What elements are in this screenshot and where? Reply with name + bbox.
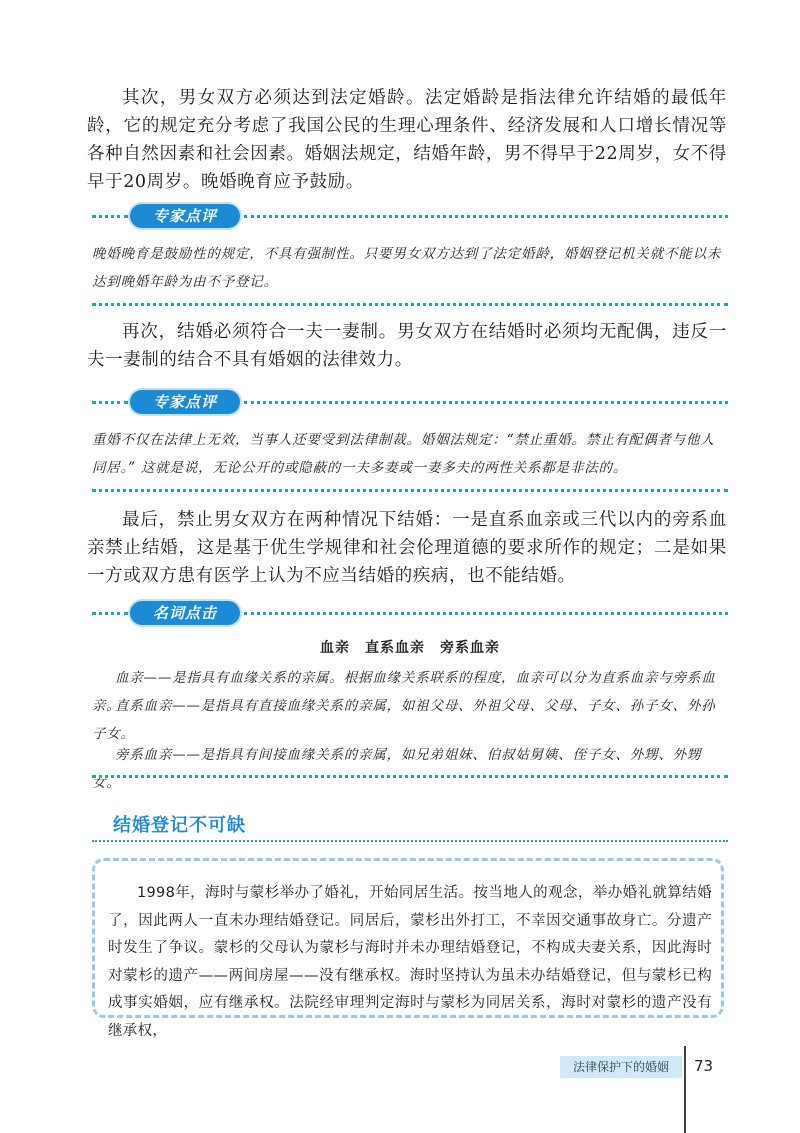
dotted-divider — [92, 215, 128, 218]
dotted-divider — [92, 612, 128, 615]
body-paragraph-prohibitions: 最后，禁止男女双方在两种情况下结婚：一是直系血亲或三代以内的旁系血亲禁止结婚，这是基于优生学规律和社会伦理道德的要求所作的规定；二是如果一方或双方患有医学上认为不应当结婚的疾病，也不能结婚。 — [87, 510, 727, 586]
expert-comment-tag: 专家点评 — [130, 204, 240, 228]
footer-chapter-title: 法律保护下的婚姻 — [560, 1056, 682, 1078]
dotted-divider — [244, 215, 728, 218]
dotted-divider — [92, 489, 728, 492]
expert-comment-tag: 专家点评 — [130, 390, 240, 414]
footer-divider — [684, 1046, 686, 1133]
section-title: 结婚登记不可缺 — [113, 815, 246, 836]
expert-comment-header-2 — [92, 392, 728, 412]
term-click-tag: 名词点击 — [130, 601, 240, 625]
expert-comment-text-1: 晚婚晚育是鼓励性的规定，不具有强制性。只要男女双方达到了法定婚龄，婚姻登记机关就不能以未达到晚婚年龄为由不予登记。 — [92, 246, 722, 290]
term-click-header — [92, 603, 728, 623]
term-definition-collateral-relative: 旁系血亲——是指具有间接血缘关系的亲属，如兄弟姐妹、伯叔姑舅姨、侄子女、外甥、外甥女。 — [92, 747, 702, 791]
dotted-divider — [92, 775, 728, 778]
case-text: 1998年，海时与蒙杉举办了婚礼，开始同居生活。按当地人的观念，举办婚礼就算结婚了，因此两人一直未办理结婚登记。同居后，蒙杉出外打工，不幸因交通事故身亡。分遗产时发生了争议。蒙杉的父母认为蒙杉与海时并未办理结婚登记，不构成夫妻关系，因此海时对蒙杉的遗产——两间房屋——没有继承权。海时坚持认为虽未办结婚登记，但与蒙杉已构成事实婚姻，应有继承权。法院经审理判定海时与蒙杉为同居关系，海时对蒙杉的遗产没有继承权， — [108, 885, 712, 1039]
dotted-divider — [92, 401, 128, 404]
term-definition-lineal-relative: 直系血亲——是指具有直接血缘关系的亲属，如祖父母、外祖父母、父母、子女、孙子女、外孙子女。 — [92, 698, 716, 742]
dotted-divider — [92, 303, 728, 306]
dotted-divider — [244, 612, 728, 615]
expert-comment-text-2: 重婚不仅在法律上无效，当事人还要受到法律制裁。婚姻法规定：“禁止重婚。禁止有配偶者与他人同居。” 这就是说，无论公开的或隐蔽的一夫多妻或一妻多夫的两性关系都是非法的。 — [92, 432, 715, 476]
section-divider — [92, 840, 728, 842]
terms-heading: 血亲 直系血亲 旁系血亲 — [320, 640, 500, 656]
expert-comment-header-1 — [92, 206, 728, 226]
term-definition-blood-relative: 血亲——是指具有血缘关系的亲属。根据血缘关系联系的程度，血亲可以分为直系血亲与旁系血亲。 — [92, 670, 716, 714]
dotted-divider — [244, 401, 728, 404]
body-paragraph-monogamy: 再次，结婚必须符合一夫一妻制。男女双方在结婚时必须均无配偶，违反一夫一妻制的结合不具有婚姻的法律效力。 — [87, 322, 727, 370]
body-paragraph-legal-age: 其次，男女双方必须达到法定婚龄。法定婚龄是指法律允许结婚的最低年龄，它的规定充分考虑了我国公民的生理心理条件、经济发展和人口增长情况等各种自然因素和社会因素。婚姻法规定，结婚年龄，男不得早于22周岁，女不得早于20周岁。晚婚晚育应予鼓励。 — [87, 88, 727, 192]
page-number: 73 — [694, 1057, 714, 1075]
